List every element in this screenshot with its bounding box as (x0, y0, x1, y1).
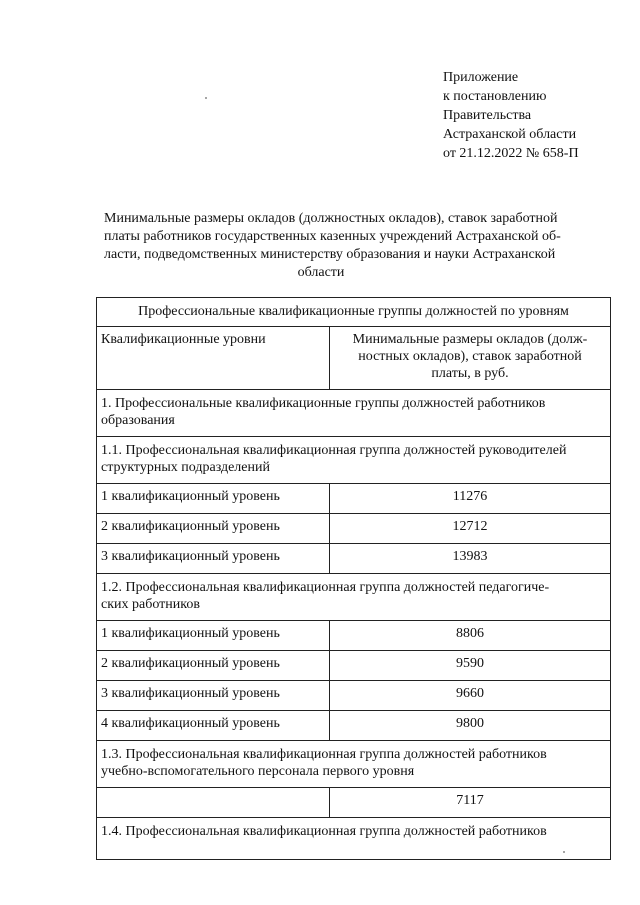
section-row (97, 390, 611, 437)
table-header-row (97, 327, 611, 390)
header-right-line: Минимальные размеры окладов (долж- (352, 332, 588, 347)
table-row (97, 484, 611, 514)
table-row (97, 544, 611, 574)
group-line: 1.3. Профессиональная квалификационная группа должностей работников (101, 747, 547, 762)
value-cell: 13983 (330, 544, 611, 574)
annex-line: Приложение (443, 70, 519, 85)
table-row (97, 681, 611, 711)
level-cell: 3 квалификационный уровень (97, 681, 330, 711)
title-line: Минимальные размеры окладов (должностных окладов), ставок заработной (104, 211, 558, 226)
group-line: 1.4. Профессиональная квалификационная группа должностей работников (101, 824, 547, 839)
group-row (97, 574, 611, 621)
header-left-text: Квалификационные уровни (101, 332, 266, 347)
group-cell (97, 437, 611, 484)
value-cell: 9590 (330, 651, 611, 681)
table-row (97, 788, 611, 818)
table-header-row (97, 298, 611, 327)
annex-line: к постановлению (443, 89, 547, 104)
level-cell: 2 квалификационный уровень (97, 651, 330, 681)
title-line: платы работников государственных казенных учреждений Астраханской об- (104, 229, 561, 244)
header-right-line: платы, в руб. (431, 366, 509, 381)
title-line: ласти, подведомственных министерству образования и науки Астраханской (104, 247, 556, 262)
group-cell (97, 574, 611, 621)
group-line: структурных подразделений (101, 460, 270, 475)
value-cell: 8806 (330, 621, 611, 651)
group-line: 1.2. Профессиональная квалификационная группа должностей педагогиче- (101, 580, 550, 595)
level-cell: 1 квалификационный уровень (97, 484, 330, 514)
section-line: 1. Профессиональные квалификационные группы должностей работников (101, 396, 546, 411)
group-row (97, 818, 611, 860)
level-cell (97, 788, 330, 818)
header-left-cell (97, 327, 330, 390)
group-row (97, 741, 611, 788)
header-right-cell (330, 327, 611, 390)
annex-line: от 21.12.2022 № 658-П (443, 146, 579, 161)
group-line: 1.1. Профессиональная квалификационная группа должностей руководителей (101, 443, 567, 458)
value-cell: 7117 (330, 788, 611, 818)
level-cell: 2 квалификационный уровень (97, 514, 330, 544)
section-line: образования (101, 413, 175, 428)
level-cell: 4 квалификационный уровень (97, 711, 330, 741)
table-row (97, 711, 611, 741)
annex-block (443, 68, 579, 163)
value-cell: 11276 (330, 484, 611, 514)
header-top-text: Профессиональные квалификационные группы должностей по уровням (138, 304, 569, 319)
header-right-line: ностных окладов), ставок заработной (358, 349, 582, 364)
level-cell: 1 квалификационный уровень (97, 621, 330, 651)
salary-table (96, 297, 611, 860)
title-line: области (297, 265, 345, 280)
level-cell: 3 квалификационный уровень (97, 544, 330, 574)
group-cell (97, 741, 611, 788)
value-cell: 9660 (330, 681, 611, 711)
annex-line: Правительства (443, 108, 532, 123)
table-row (97, 621, 611, 651)
scan-speck (205, 97, 207, 99)
group-line: учебно-вспомогательного персонала первого уровня (101, 764, 415, 779)
table-row (97, 651, 611, 681)
header-top-cell (97, 298, 611, 327)
annex-line: Астраханской области (443, 127, 577, 142)
group-row (97, 437, 611, 484)
value-cell: 12712 (330, 514, 611, 544)
section-cell (97, 390, 611, 437)
group-cell (97, 818, 611, 860)
group-line: ских работников (101, 597, 200, 612)
table-row (97, 514, 611, 544)
value-cell: 9800 (330, 711, 611, 741)
document-title (104, 210, 561, 282)
